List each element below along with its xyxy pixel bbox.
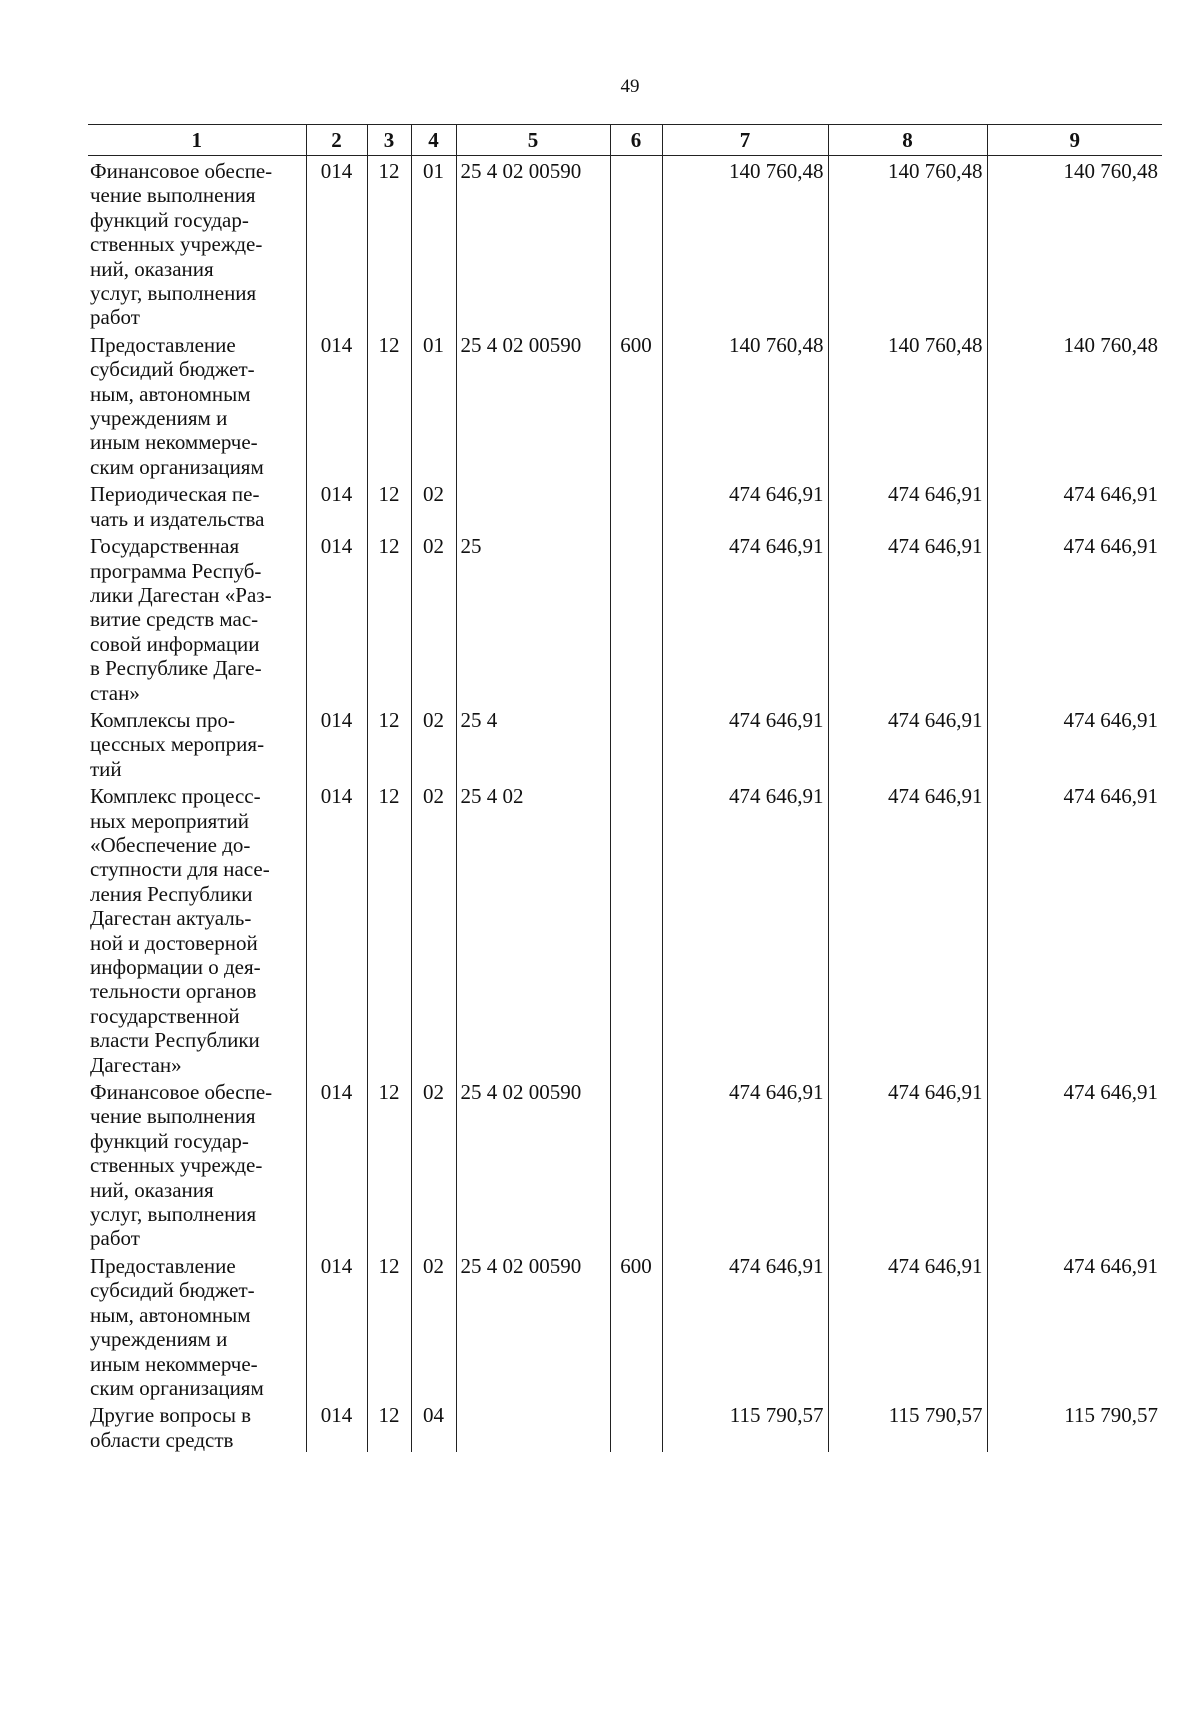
- table-row: [88, 781, 1162, 1077]
- section-cell: 12: [367, 330, 411, 479]
- item-name-line: Государственная: [90, 534, 240, 559]
- target-article-cell: 25 4 02 00590: [456, 330, 610, 479]
- item-name-line: работ: [90, 1226, 140, 1251]
- item-name-line: субсидий бюджет-: [90, 1278, 255, 1303]
- item-name-line: Комплексы про-: [90, 707, 235, 732]
- budget-table: [88, 124, 1162, 1452]
- item-name-line: ственных учрежде-: [90, 232, 263, 257]
- target-article-cell: 25 4 02 00590: [456, 1251, 610, 1400]
- ministry-code-cell: 014: [306, 1400, 367, 1452]
- amount-col9-cell: 140 760,48: [987, 330, 1162, 479]
- item-name-line: ной и достоверной: [90, 930, 258, 955]
- item-name-line: ственных учрежде-: [90, 1153, 263, 1178]
- item-name-line: учреждениям и: [90, 1327, 228, 1352]
- amount-col9-cell: 474 646,91: [987, 1077, 1162, 1251]
- column-header-4: 4: [411, 125, 456, 156]
- amount-col8-cell: 474 646,91: [828, 781, 987, 1077]
- amount-col8-cell: 474 646,91: [828, 705, 987, 781]
- amount-col8-cell: 140 760,48: [828, 330, 987, 479]
- item-name-line: функций государ-: [90, 207, 249, 232]
- section-cell: 12: [367, 1251, 411, 1400]
- item-name-line: ступности для насе-: [90, 857, 270, 882]
- expense-type-cell: [610, 781, 662, 1077]
- item-name-line: субсидий бюджет-: [90, 357, 255, 382]
- subsection-cell: 01: [411, 156, 456, 330]
- amount-col8-cell: 474 646,91: [828, 531, 987, 705]
- item-name-line: Комплекс процесс-: [90, 784, 261, 809]
- item-name-line: Дагестан»: [90, 1052, 182, 1077]
- item-name-line: Финансовое обеспе-: [90, 159, 273, 183]
- item-name-line: программа Респуб-: [90, 558, 262, 583]
- item-name-line: цессных мероприя-: [90, 732, 265, 757]
- item-name-line: ным, автономным: [90, 1302, 251, 1327]
- item-name-cell: [88, 781, 306, 1077]
- item-name-cell: [88, 1077, 306, 1251]
- subsection-cell: 02: [411, 781, 456, 1077]
- amount-col9-cell: 474 646,91: [987, 705, 1162, 781]
- target-article-cell: 25 4 02 00590: [456, 156, 610, 330]
- expense-type-cell: [610, 156, 662, 330]
- page-number: 49: [620, 76, 640, 97]
- item-name-line: иным некоммерче-: [90, 430, 258, 455]
- item-name-line: Периодическая пе-: [90, 482, 260, 507]
- amount-col7-cell: 474 646,91: [662, 781, 828, 1077]
- expense-type-cell: 600: [610, 1251, 662, 1400]
- item-name-line: «Обеспечение до-: [90, 832, 251, 857]
- table-row: [88, 705, 1162, 781]
- table-row: [88, 1251, 1162, 1400]
- section-cell: 12: [367, 479, 411, 531]
- item-name-line: власти Республики: [90, 1028, 260, 1053]
- expense-type-cell: [610, 1400, 662, 1452]
- item-name-line: витие средств мас-: [90, 607, 259, 632]
- item-name-line: Другие вопросы в: [90, 1403, 252, 1428]
- item-name-line: услуг, выполнения: [90, 281, 257, 306]
- target-article-cell: 25 4 02: [456, 781, 610, 1077]
- item-name-line: Финансовое обеспе-: [90, 1080, 273, 1105]
- column-header-2: 2: [306, 125, 367, 156]
- amount-col9-cell: 474 646,91: [987, 479, 1162, 531]
- amount-col9-cell: 474 646,91: [987, 781, 1162, 1077]
- expense-type-cell: [610, 1077, 662, 1251]
- item-name-line: услуг, выполнения: [90, 1202, 257, 1227]
- table-row: [88, 156, 1162, 330]
- expense-type-cell: [610, 705, 662, 781]
- item-name-line: учреждениям и: [90, 406, 228, 431]
- target-article-cell: [456, 1400, 610, 1452]
- section-cell: 12: [367, 1077, 411, 1251]
- table-row: [88, 1400, 1162, 1452]
- item-name-line: Предоставление: [90, 1253, 236, 1278]
- table-row: [88, 531, 1162, 705]
- amount-col8-cell: 474 646,91: [828, 1077, 987, 1251]
- column-header-9: 9: [987, 125, 1162, 156]
- section-cell: 12: [367, 1400, 411, 1452]
- column-header-6: 6: [610, 125, 662, 156]
- subsection-cell: 02: [411, 479, 456, 531]
- ministry-code-cell: 014: [306, 156, 367, 330]
- item-name-line: Дагестан актуаль-: [90, 906, 252, 931]
- column-header-1: 1: [88, 125, 306, 156]
- column-header-8: 8: [828, 125, 987, 156]
- amount-col7-cell: 115 790,57: [662, 1400, 828, 1452]
- amount-col7-cell: 474 646,91: [662, 479, 828, 531]
- column-header-5: 5: [456, 125, 610, 156]
- ministry-code-cell: 014: [306, 531, 367, 705]
- item-name-line: информации о дея-: [90, 955, 261, 979]
- item-name-cell: [88, 705, 306, 781]
- amount-col7-cell: 140 760,48: [662, 156, 828, 330]
- item-name-line: ным, автономным: [90, 381, 251, 406]
- item-name-line: в Республике Даге-: [90, 656, 262, 681]
- item-name-line: чение выполнения: [90, 183, 256, 208]
- item-name-line: чение выполнения: [90, 1104, 256, 1129]
- target-article-cell: [456, 479, 610, 531]
- amount-col7-cell: 140 760,48: [662, 330, 828, 479]
- amount-col8-cell: 474 646,91: [828, 479, 987, 531]
- item-name-line: тий: [90, 756, 122, 781]
- item-name-line: стан»: [90, 680, 140, 705]
- ministry-code-cell: 014: [306, 705, 367, 781]
- item-name-cell: [88, 1251, 306, 1400]
- item-name-cell: [88, 531, 306, 705]
- ministry-code-cell: 014: [306, 781, 367, 1077]
- item-name-line: области средств: [90, 1427, 234, 1452]
- subsection-cell: 04: [411, 1400, 456, 1452]
- expense-type-cell: [610, 531, 662, 705]
- table-body: [88, 156, 1162, 1453]
- item-name-line: лики Дагестан «Раз-: [90, 582, 272, 607]
- ministry-code-cell: 014: [306, 479, 367, 531]
- amount-col9-cell: 115 790,57: [987, 1400, 1162, 1452]
- item-name-cell: [88, 156, 306, 330]
- item-name-line: Предоставление: [90, 332, 236, 357]
- section-cell: 12: [367, 781, 411, 1077]
- subsection-cell: 01: [411, 330, 456, 479]
- column-header-7: 7: [662, 125, 828, 156]
- amount-col7-cell: 474 646,91: [662, 531, 828, 705]
- item-name-line: тельности органов: [90, 979, 257, 1004]
- section-cell: 12: [367, 705, 411, 781]
- table-header-row: [88, 125, 1162, 156]
- ministry-code-cell: 014: [306, 330, 367, 479]
- item-name-line: совой информации: [90, 631, 260, 656]
- column-header-3: 3: [367, 125, 411, 156]
- item-name-line: работ: [90, 305, 140, 330]
- target-article-cell: 25: [456, 531, 610, 705]
- item-name-line: государственной: [90, 1003, 240, 1028]
- item-name-line: ных мероприятий: [90, 808, 249, 833]
- amount-col7-cell: 474 646,91: [662, 705, 828, 781]
- target-article-cell: 25 4: [456, 705, 610, 781]
- amount-col8-cell: 115 790,57: [828, 1400, 987, 1452]
- ministry-code-cell: 014: [306, 1251, 367, 1400]
- item-name-line: чать и издательства: [90, 506, 265, 531]
- subsection-cell: 02: [411, 705, 456, 781]
- item-name-line: иным некоммерче-: [90, 1351, 258, 1376]
- item-name-line: ским организациям: [90, 454, 264, 479]
- ministry-code-cell: 014: [306, 1077, 367, 1251]
- subsection-cell: 02: [411, 1251, 456, 1400]
- item-name-line: ским организациям: [90, 1375, 264, 1400]
- item-name-line: ний, оказания: [90, 256, 214, 281]
- expense-type-cell: [610, 479, 662, 531]
- section-cell: 12: [367, 156, 411, 330]
- amount-col8-cell: 140 760,48: [828, 156, 987, 330]
- amount-col9-cell: 140 760,48: [987, 156, 1162, 330]
- amount-col7-cell: 474 646,91: [662, 1077, 828, 1251]
- expense-type-cell: 600: [610, 330, 662, 479]
- item-name-cell: [88, 1400, 306, 1452]
- amount-col8-cell: 474 646,91: [828, 1251, 987, 1400]
- item-name-line: функций государ-: [90, 1128, 249, 1153]
- amount-col9-cell: 474 646,91: [987, 531, 1162, 705]
- target-article-cell: 25 4 02 00590: [456, 1077, 610, 1251]
- table-row: [88, 479, 1162, 531]
- subsection-cell: 02: [411, 1077, 456, 1251]
- amount-col9-cell: 474 646,91: [987, 1251, 1162, 1400]
- item-name-line: ления Республики: [90, 881, 253, 906]
- section-cell: 12: [367, 531, 411, 705]
- subsection-cell: 02: [411, 531, 456, 705]
- item-name-cell: [88, 479, 306, 531]
- amount-col7-cell: 474 646,91: [662, 1251, 828, 1400]
- item-name-cell: [88, 330, 306, 479]
- item-name-line: ний, оказания: [90, 1177, 214, 1202]
- table-row: [88, 1077, 1162, 1251]
- table-row: [88, 330, 1162, 479]
